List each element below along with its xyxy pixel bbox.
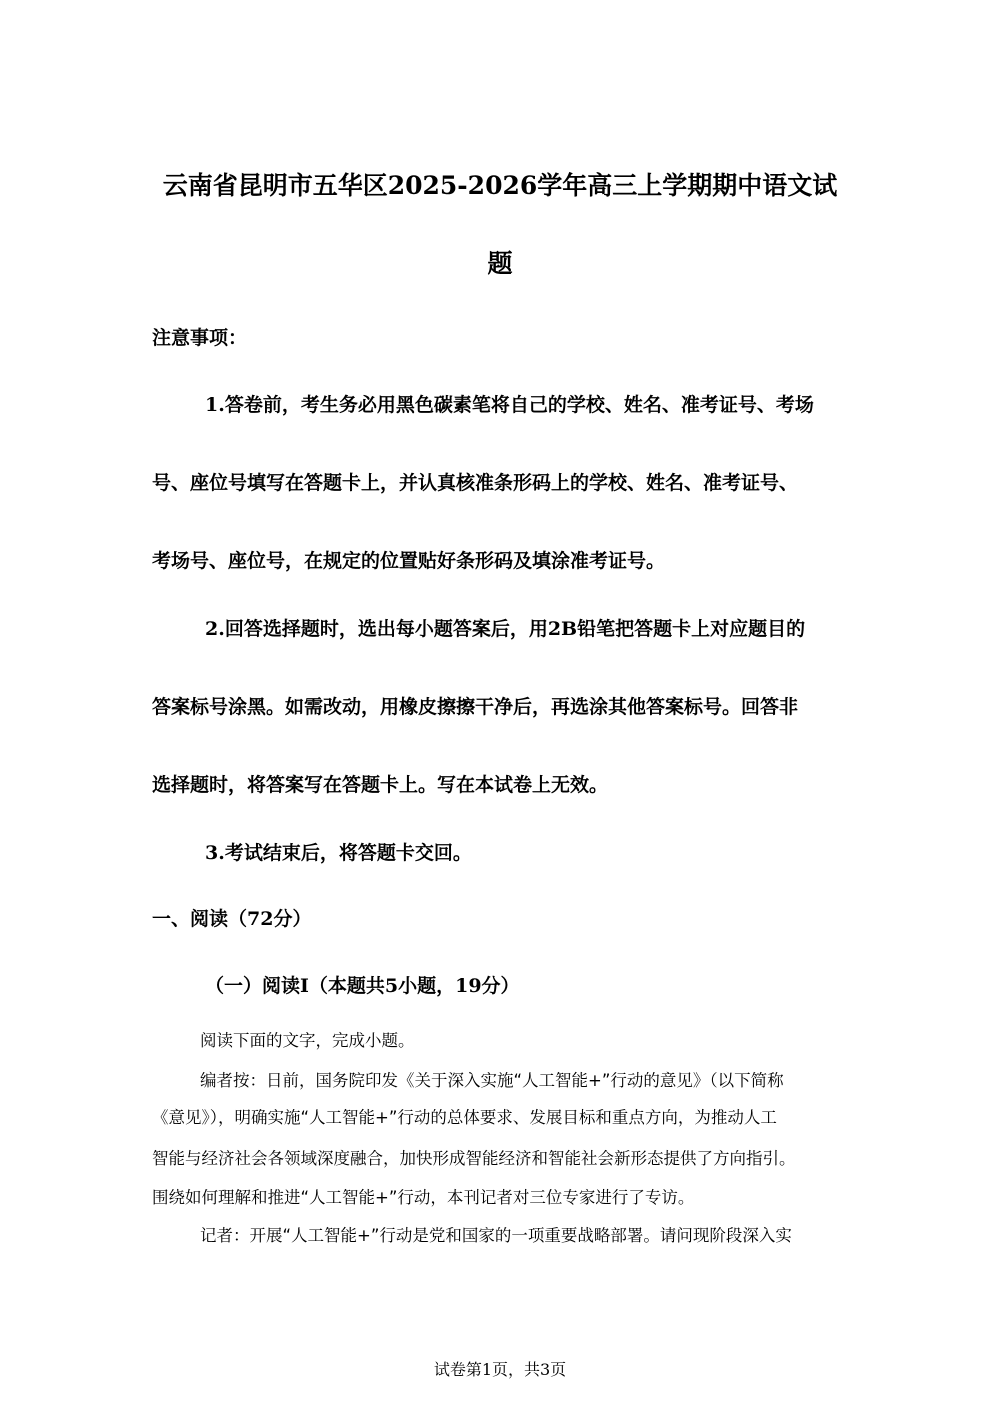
note-2-line-1: 2.回答选择题时，选出每小题答案后，用2B铅笔把答题卡上对应题目的 [205,618,806,640]
note-1-line-2: 号、座位号填写在答题卡上，并认真核准条形码上的学校、姓名、准考证号、 [152,472,799,494]
passage-line: 记者：开展“人工智能+”行动是党和国家的一项重要战略部署。请问现阶段深入实 [200,1226,792,1245]
passage-line: 《意见》），明确实施“人工智能+”行动的总体要求、发展目标和重点方向，为推动人工 [152,1108,777,1127]
note-2-line-3: 选择题时，将答案写在答题卡上。写在本试卷上无效。 [152,774,609,796]
note-1-line-3: 考场号、座位号，在规定的位置贴好条形码及填涂准考证号。 [152,550,666,572]
note-1-line-1: 1.答卷前，考生务必用黑色碳素笔将自己的学校、姓名、准考证号、考场 [205,394,814,416]
note-2-line-2: 答案标号涂黑。如需改动，用橡皮擦擦干净后，再选涂其他答案标号。回答非 [152,696,799,718]
notes-heading: 注意事项： [152,327,248,349]
document-title-line-2: 题 [487,249,513,278]
note-3: 3.考试结束后，将答题卡交回。 [205,842,472,864]
document-title-line-1: 云南省昆明市五华区2025-2026学年高三上学期期中语文试 [162,171,838,200]
page-footer: 试卷第1页，共3页 [433,1360,567,1379]
passage-line: 智能与经济社会各领域深度融合，加快形成智能经济和智能社会新形态提供了方向指引。 [152,1149,796,1168]
passage-line: 编者按：日前，国务院印发《关于深入实施“人工智能+”行动的意见》（以下简称 [200,1071,784,1090]
passage-line: 围绕如何理解和推进“人工智能+”行动，本刊记者对三位专家进行了专访。 [152,1188,695,1207]
section-heading: 一、阅读（72分） [152,908,312,930]
subsection-heading: （一）阅读Ⅰ（本题共5小题，19分） [205,975,520,997]
passage-instruction: 阅读下面的文字，完成小题。 [200,1031,415,1050]
